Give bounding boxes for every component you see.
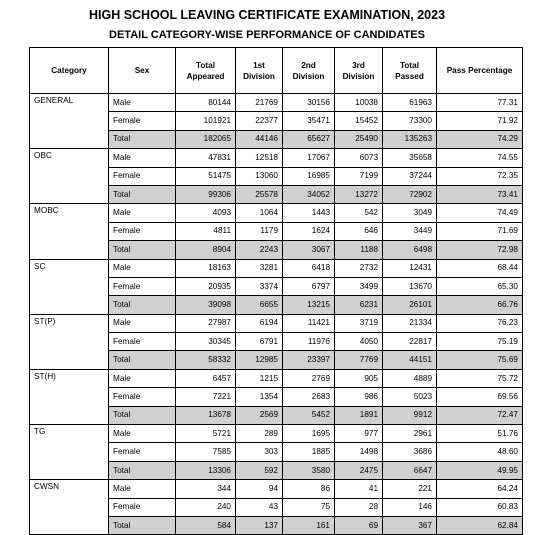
pass-percentage-cell: 72.47: [437, 406, 523, 424]
total-appeared-cell: 13678: [176, 406, 236, 424]
1st-division-cell: 137: [236, 516, 283, 534]
total-appeared-cell: 344: [176, 480, 236, 498]
total-passed-cell: 3686: [383, 443, 437, 461]
1st-division-cell: 12518: [236, 149, 283, 167]
total-passed-cell: 61963: [383, 94, 437, 112]
3rd-division-cell: 1891: [335, 406, 383, 424]
pass-percentage-cell: 68.44: [437, 259, 523, 277]
total-appeared-cell: 27987: [176, 314, 236, 332]
header-category: Category: [30, 48, 109, 94]
total-appeared-cell: 4811: [176, 222, 236, 240]
total-passed-cell: 3049: [383, 204, 437, 222]
total-appeared-cell: 5721: [176, 425, 236, 443]
total-appeared-cell: 30345: [176, 333, 236, 351]
pass-percentage-cell: 51.76: [437, 425, 523, 443]
pass-percentage-cell: 74.29: [437, 130, 523, 148]
pass-percentage-cell: 74.55: [437, 149, 523, 167]
3rd-division-cell: 6231: [335, 296, 383, 314]
total-passed-cell: 73300: [383, 112, 437, 130]
1st-division-cell: 43: [236, 498, 283, 516]
sex-cell: Total: [109, 461, 176, 479]
category-cell: MOBC: [30, 204, 109, 259]
3rd-division-cell: 905: [335, 369, 383, 387]
header-total-appeared: Total Appeared: [176, 48, 236, 94]
sex-cell: Male: [109, 149, 176, 167]
total-passed-cell: 367: [383, 516, 437, 534]
1st-division-cell: 13060: [236, 167, 283, 185]
pass-percentage-cell: 75.69: [437, 351, 523, 369]
2nd-division-cell: 1695: [283, 425, 335, 443]
total-appeared-cell: 101921: [176, 112, 236, 130]
sex-cell: Total: [109, 296, 176, 314]
category-cell: OBC: [30, 149, 109, 204]
sex-cell: Male: [109, 480, 176, 498]
1st-division-cell: 1354: [236, 388, 283, 406]
2nd-division-cell: 13215: [283, 296, 335, 314]
sex-cell: Total: [109, 351, 176, 369]
total-passed-cell: 72902: [383, 185, 437, 203]
total-appeared-cell: 240: [176, 498, 236, 516]
category-cell: ST(H): [30, 369, 109, 424]
pass-percentage-cell: 60.83: [437, 498, 523, 516]
table-body: [30, 94, 523, 535]
pass-percentage-cell: 49.95: [437, 461, 523, 479]
2nd-division-cell: 65627: [283, 130, 335, 148]
header-2nd-division: 2nd Division: [283, 48, 335, 94]
category-cell: CWSN: [30, 480, 109, 535]
total-passed-cell: 13670: [383, 277, 437, 295]
2nd-division-cell: 11976: [283, 333, 335, 351]
2nd-division-cell: 16985: [283, 167, 335, 185]
total-appeared-cell: 99306: [176, 185, 236, 203]
total-passed-cell: 44151: [383, 351, 437, 369]
total-appeared-cell: 8904: [176, 241, 236, 259]
1st-division-cell: 303: [236, 443, 283, 461]
pass-percentage-cell: 77.31: [437, 94, 523, 112]
table-row: [30, 369, 523, 387]
total-passed-cell: 2961: [383, 425, 437, 443]
1st-division-cell: 22377: [236, 112, 283, 130]
1st-division-cell: 1215: [236, 369, 283, 387]
3rd-division-cell: 646: [335, 222, 383, 240]
category-cell: GENERAL: [30, 94, 109, 149]
total-passed-cell: 22817: [383, 333, 437, 351]
1st-division-cell: 2569: [236, 406, 283, 424]
1st-division-cell: 94: [236, 480, 283, 498]
total-appeared-cell: 20935: [176, 277, 236, 295]
3rd-division-cell: 25490: [335, 130, 383, 148]
3rd-division-cell: 7769: [335, 351, 383, 369]
sex-cell: Female: [109, 388, 176, 406]
sex-cell: Female: [109, 112, 176, 130]
3rd-division-cell: 3719: [335, 314, 383, 332]
3rd-division-cell: 41: [335, 480, 383, 498]
table-row: [30, 259, 523, 277]
sex-cell: Total: [109, 241, 176, 259]
total-passed-cell: 4889: [383, 369, 437, 387]
1st-division-cell: 44146: [236, 130, 283, 148]
total-passed-cell: 26101: [383, 296, 437, 314]
pass-percentage-cell: 72.98: [437, 241, 523, 259]
table-row: [30, 149, 523, 167]
total-passed-cell: 6498: [383, 241, 437, 259]
1st-division-cell: 592: [236, 461, 283, 479]
total-passed-cell: 146: [383, 498, 437, 516]
sex-cell: Female: [109, 222, 176, 240]
2nd-division-cell: 17067: [283, 149, 335, 167]
total-passed-cell: 221: [383, 480, 437, 498]
total-appeared-cell: 584: [176, 516, 236, 534]
2nd-division-cell: 30156: [283, 94, 335, 112]
2nd-division-cell: 2769: [283, 369, 335, 387]
3rd-division-cell: 3499: [335, 277, 383, 295]
1st-division-cell: 1064: [236, 204, 283, 222]
performance-table: [29, 47, 523, 535]
header-3rd-division: 3rd Division: [335, 48, 383, 94]
pass-percentage-cell: 62.84: [437, 516, 523, 534]
sex-cell: Total: [109, 130, 176, 148]
header-sex: Sex: [109, 48, 176, 94]
table-row: [30, 314, 523, 332]
1st-division-cell: 6194: [236, 314, 283, 332]
page-subtitle: DETAIL CATEGORY-WISE PERFORMANCE OF CANDIDATES: [109, 29, 425, 41]
pass-percentage-cell: 71.92: [437, 112, 523, 130]
1st-division-cell: 6655: [236, 296, 283, 314]
1st-division-cell: 25578: [236, 185, 283, 203]
total-appeared-cell: 7585: [176, 443, 236, 461]
total-passed-cell: 12431: [383, 259, 437, 277]
sex-cell: Female: [109, 333, 176, 351]
total-appeared-cell: 13306: [176, 461, 236, 479]
3rd-division-cell: 1188: [335, 241, 383, 259]
3rd-division-cell: 6073: [335, 149, 383, 167]
header-pass-percentage: Pass Percentage: [437, 48, 523, 94]
pass-percentage-cell: 64.24: [437, 480, 523, 498]
2nd-division-cell: 6797: [283, 277, 335, 295]
total-appeared-cell: 18163: [176, 259, 236, 277]
header-1st-division: 1st Division: [236, 48, 283, 94]
2nd-division-cell: 1885: [283, 443, 335, 461]
total-appeared-cell: 80144: [176, 94, 236, 112]
total-appeared-cell: 39098: [176, 296, 236, 314]
category-cell: ST(P): [30, 314, 109, 369]
sex-cell: Male: [109, 204, 176, 222]
1st-division-cell: 21769: [236, 94, 283, 112]
sex-cell: Total: [109, 516, 176, 534]
total-appeared-cell: 7221: [176, 388, 236, 406]
table-row: [30, 480, 523, 498]
table-row: [30, 425, 523, 443]
pass-percentage-cell: 75.19: [437, 333, 523, 351]
2nd-division-cell: 3580: [283, 461, 335, 479]
2nd-division-cell: 35471: [283, 112, 335, 130]
sex-cell: Male: [109, 314, 176, 332]
2nd-division-cell: 23397: [283, 351, 335, 369]
total-passed-cell: 5023: [383, 388, 437, 406]
total-passed-cell: 9912: [383, 406, 437, 424]
3rd-division-cell: 2475: [335, 461, 383, 479]
2nd-division-cell: 34052: [283, 185, 335, 203]
pass-percentage-cell: 65.30: [437, 277, 523, 295]
pass-percentage-cell: 71.69: [437, 222, 523, 240]
1st-division-cell: 12985: [236, 351, 283, 369]
sex-cell: Male: [109, 425, 176, 443]
category-cell: SC: [30, 259, 109, 314]
pass-percentage-cell: 72.35: [437, 167, 523, 185]
3rd-division-cell: 1498: [335, 443, 383, 461]
1st-division-cell: 3374: [236, 277, 283, 295]
pass-percentage-cell: 74.49: [437, 204, 523, 222]
total-passed-cell: 35658: [383, 149, 437, 167]
3rd-division-cell: 986: [335, 388, 383, 406]
total-passed-cell: 37244: [383, 167, 437, 185]
total-appeared-cell: 6457: [176, 369, 236, 387]
pass-percentage-cell: 76.23: [437, 314, 523, 332]
header-total-passed: Total Passed: [383, 48, 437, 94]
total-appeared-cell: 47831: [176, 149, 236, 167]
3rd-division-cell: 28: [335, 498, 383, 516]
3rd-division-cell: 2732: [335, 259, 383, 277]
2nd-division-cell: 1624: [283, 222, 335, 240]
sex-cell: Male: [109, 259, 176, 277]
sex-cell: Female: [109, 277, 176, 295]
header-row: [30, 48, 523, 94]
3rd-division-cell: 977: [335, 425, 383, 443]
total-passed-cell: 21334: [383, 314, 437, 332]
total-passed-cell: 6647: [383, 461, 437, 479]
pass-percentage-cell: 69.56: [437, 388, 523, 406]
1st-division-cell: 3281: [236, 259, 283, 277]
2nd-division-cell: 6418: [283, 259, 335, 277]
total-appeared-cell: 4093: [176, 204, 236, 222]
total-appeared-cell: 182065: [176, 130, 236, 148]
2nd-division-cell: 86: [283, 480, 335, 498]
3rd-division-cell: 4050: [335, 333, 383, 351]
sex-cell: Total: [109, 406, 176, 424]
2nd-division-cell: 2683: [283, 388, 335, 406]
sex-cell: Male: [109, 369, 176, 387]
2nd-division-cell: 5452: [283, 406, 335, 424]
2nd-division-cell: 75: [283, 498, 335, 516]
sex-cell: Female: [109, 167, 176, 185]
1st-division-cell: 6791: [236, 333, 283, 351]
page-title: HIGH SCHOOL LEAVING CERTIFICATE EXAMINATION, 2023: [88, 8, 446, 22]
2nd-division-cell: 161: [283, 516, 335, 534]
2nd-division-cell: 3067: [283, 241, 335, 259]
pass-percentage-cell: 73.41: [437, 185, 523, 203]
table-row: [30, 94, 523, 112]
total-appeared-cell: 58332: [176, 351, 236, 369]
total-appeared-cell: 51475: [176, 167, 236, 185]
category-cell: TG: [30, 425, 109, 480]
pass-percentage-cell: 75.72: [437, 369, 523, 387]
total-passed-cell: 135263: [383, 130, 437, 148]
sex-cell: Female: [109, 498, 176, 516]
3rd-division-cell: 542: [335, 204, 383, 222]
sex-cell: Female: [109, 443, 176, 461]
3rd-division-cell: 7199: [335, 167, 383, 185]
3rd-division-cell: 69: [335, 516, 383, 534]
3rd-division-cell: 13272: [335, 185, 383, 203]
pass-percentage-cell: 66.76: [437, 296, 523, 314]
3rd-division-cell: 10038: [335, 94, 383, 112]
2nd-division-cell: 1443: [283, 204, 335, 222]
total-passed-cell: 3449: [383, 222, 437, 240]
3rd-division-cell: 15452: [335, 112, 383, 130]
1st-division-cell: 2243: [236, 241, 283, 259]
2nd-division-cell: 11421: [283, 314, 335, 332]
sex-cell: Total: [109, 185, 176, 203]
sex-cell: Male: [109, 94, 176, 112]
1st-division-cell: 1179: [236, 222, 283, 240]
pass-percentage-cell: 48.60: [437, 443, 523, 461]
table-row: [30, 204, 523, 222]
1st-division-cell: 289: [236, 425, 283, 443]
